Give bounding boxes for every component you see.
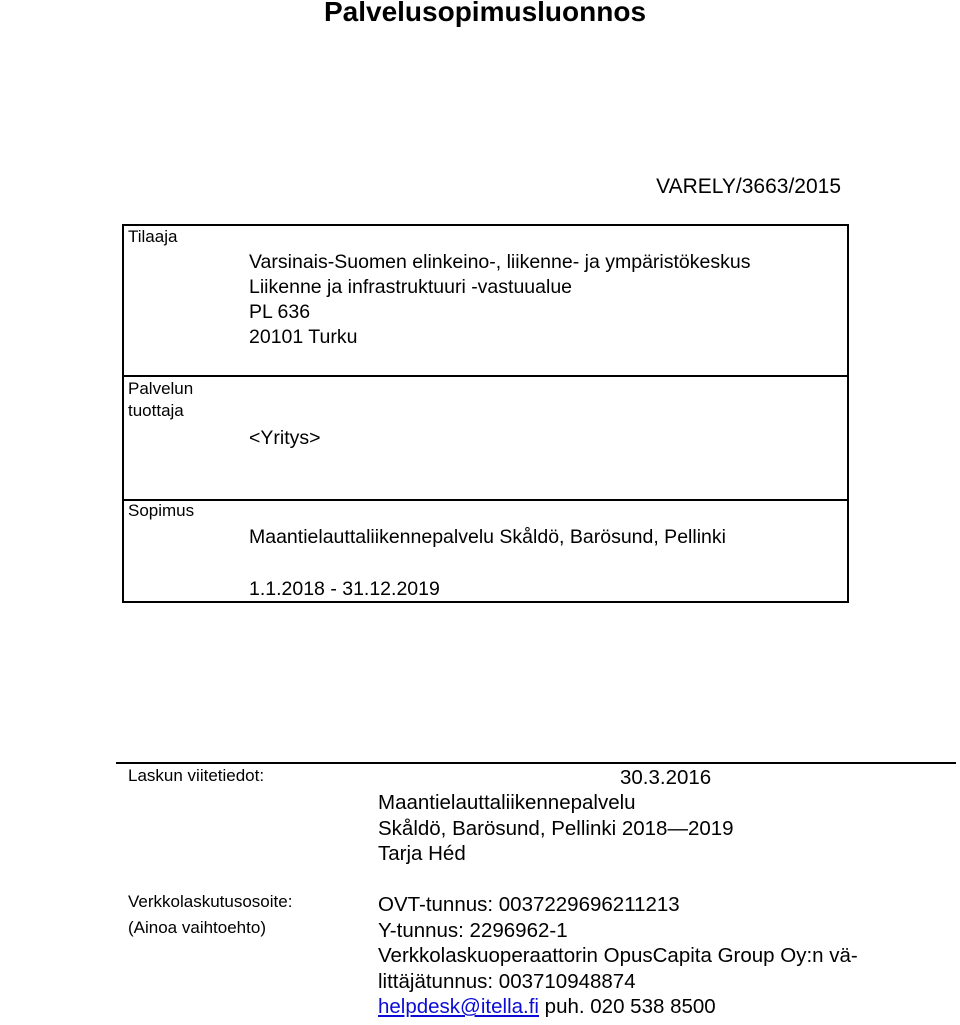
reference-number: VARELY/3663/2015 bbox=[656, 175, 841, 198]
provider-label bbox=[128, 378, 193, 422]
ovt-code-line: OVT-tunnus: 0037229696211213 bbox=[378, 893, 680, 916]
client-name-line: Varsinais-Suomen elinkeino-, liikenne- ja ympäristökeskus bbox=[249, 251, 751, 273]
provider-label-line1: Palvelun bbox=[128, 379, 194, 398]
document-title: Palvelusopimusluonnos bbox=[323, 0, 647, 27]
section-divider bbox=[116, 762, 956, 764]
client-label: Tilaaja bbox=[128, 227, 178, 246]
helpdesk-email-link[interactable]: helpdesk@itella.fi bbox=[378, 995, 539, 1018]
invoice-reference-line: Tarja Héd bbox=[378, 842, 466, 865]
e-invoice-label: Verkkolaskutusosoite: bbox=[128, 892, 293, 911]
e-invoice-details bbox=[378, 892, 858, 1020]
invoice-reference-line: Maantielauttaliikennepalvelu bbox=[378, 791, 636, 814]
invoice-reference-line: Skåldö, Barösund, Pellinki 2018—2019 bbox=[378, 816, 734, 840]
client-city-line: 20101 Turku bbox=[249, 326, 358, 348]
invoice-reference-label: Laskun viitetiedot: bbox=[128, 766, 265, 785]
contract-period: 1.1.2018 - 31.12.2019 bbox=[249, 578, 440, 600]
contract-label: Sopimus bbox=[128, 501, 195, 520]
contract-name: Maantielauttaliikennepalvelu Skåldö, Barösund, Pellinki bbox=[249, 526, 726, 548]
box-divider-client bbox=[124, 375, 847, 377]
e-invoice-note: (Ainoa vaihtoehto) bbox=[128, 918, 266, 937]
client-address bbox=[249, 250, 750, 350]
operator-id-line: littäjätunnus: 003710948874 bbox=[378, 969, 636, 993]
client-pobox-line: PL 636 bbox=[249, 301, 311, 323]
provider-label-line2: tuottaja bbox=[128, 401, 184, 420]
business-id-line: Y-tunnus: 2296962-1 bbox=[378, 918, 568, 942]
box-divider-provider bbox=[124, 499, 847, 501]
provider-value: <Yritys> bbox=[249, 427, 321, 449]
operator-line: Verkkolaskuoperaattorin OpusCapita Group Oy:n vä- bbox=[378, 944, 858, 967]
helpdesk-phone: puh. 020 538 8500 bbox=[538, 995, 716, 1018]
client-unit-line: Liikenne ja infrastruktuuri -vastuualue bbox=[249, 276, 573, 298]
invoice-date: 30.3.2016 bbox=[620, 766, 712, 789]
helpdesk-line bbox=[378, 994, 858, 1020]
invoice-reference-details bbox=[378, 790, 734, 867]
